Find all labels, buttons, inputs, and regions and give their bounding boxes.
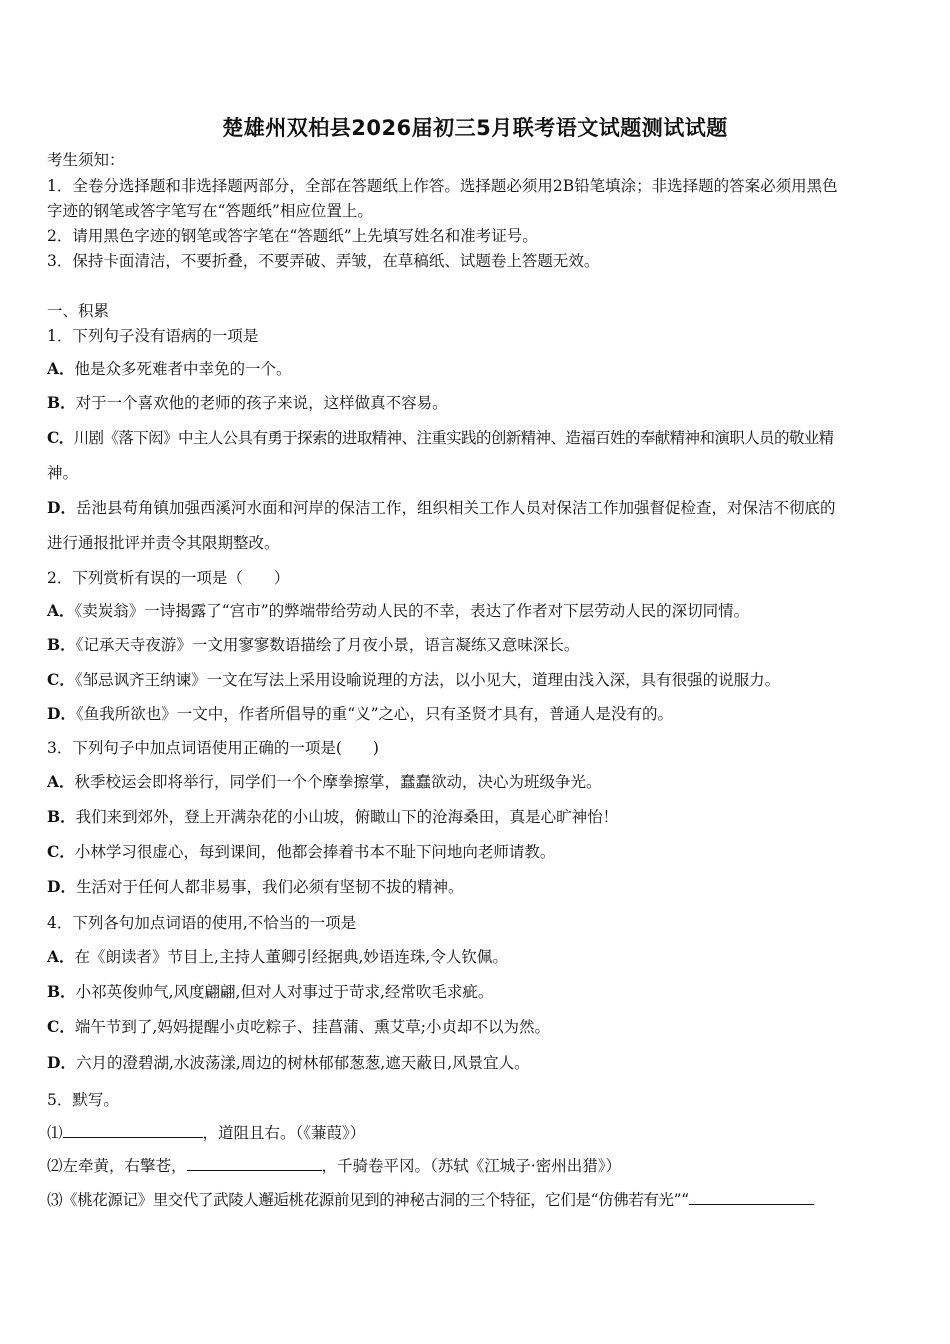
option-label: A．: [47, 601, 75, 620]
notice-heading: 考生须知：: [47, 151, 125, 169]
option-text: 在《朗读者》节目上,主持人董卿引经据典,妙语连珠,令人钦佩。: [74, 948, 508, 966]
question-stem: 1．下列句子没有语病的一项是: [47, 327, 259, 345]
option-label: B．: [47, 807, 76, 826]
fill-blank-item: [47, 1156, 621, 1176]
option: [47, 704, 673, 724]
option: [47, 1053, 530, 1073]
option-label: B．: [47, 635, 76, 654]
page-title: 楚雄州双柏县2026届初三5月联考语文试题测试试题: [222, 116, 728, 140]
option-label: C．: [47, 1017, 75, 1036]
option: [47, 1017, 550, 1037]
option-text: 岳池县苟角镇加强西溪河水面和河岸的保洁工作，组织相关工作人员对保洁工作加强督促检查，对保洁不彻底的: [75, 499, 836, 517]
option-text: 《鱼我所欲也》一文中，作者所倡导的重“义”之心，只有圣贤才具有，普通人是没有的。: [75, 705, 674, 723]
option: [47, 842, 555, 862]
option-continuation: 进行通报批评并责令其限期整改。: [47, 534, 280, 552]
question-stem: 2．下列赏析有误的一项是（ ）: [47, 569, 290, 587]
option-label: B．: [47, 393, 76, 412]
option-text: 川剧《落下闳》中主人公具有勇于探索的进取精神、注重实践的创新精神、造福百姓的奉献精神和演职人员的敬业精: [73, 429, 834, 447]
option-label: C．: [47, 842, 75, 861]
option: [47, 772, 602, 792]
option-label: D．: [47, 1053, 76, 1072]
option-label: A．: [47, 772, 75, 791]
option-label: D．: [47, 877, 76, 896]
option: [47, 982, 493, 1002]
option-text: 秋季校运会即将举行，同学们一个个摩拳擦掌，蠢蠢欲动，决心为班级争光。: [74, 773, 602, 791]
option-text: 《邹忌讽齐王纳谏》一文在写法上采用设喻说理的方法，以小见大，道理由浅入深，具有很强的说服力。: [74, 671, 781, 689]
option-text: 我们来到郊外，登上开满杂花的小山坡，俯瞰山下的沧海桑田，真是心旷神怡！: [75, 808, 619, 826]
option-text: 他是众多死难者中幸免的一个。: [74, 360, 292, 378]
option: [47, 393, 448, 413]
item-prefix: ⑵左牵黄，右擎苍，: [47, 1157, 187, 1175]
option-label: D．: [47, 704, 76, 723]
item-prefix: ⑴: [47, 1124, 63, 1142]
option-text: 小林学习很虚心，每到课间，他都会捧着书本不耻下问地向老师请教。: [74, 843, 556, 861]
option: [47, 635, 579, 655]
option-text: 对于一个喜欢他的老师的孩子来说，这样做真不容易。: [75, 394, 448, 412]
option: [47, 670, 780, 690]
answer-blank[interactable]: [187, 1156, 322, 1171]
notice-item: 3．保持卡面清洁，不要折叠，不要弄破、弄皱，在草稿纸、试题卷上答题无效。: [47, 252, 600, 270]
option-text: 《记承天寺夜游》一文用寥寥数语描绘了月夜小景，语言凝练又意味深长。: [75, 636, 580, 654]
answer-blank[interactable]: [63, 1123, 203, 1138]
option: [47, 601, 749, 621]
question-stem: 5．默写。: [47, 1091, 119, 1109]
option: [47, 428, 834, 448]
option: [47, 877, 463, 897]
option-label: C．: [47, 428, 74, 447]
option-text: 小祁英俊帅气,风度翩翩,但对人对事过于苛求,经常吹毛求疵。: [75, 983, 494, 1001]
option-text: 生活对于任何人都非易事，我们必须有坚韧不拔的精神。: [75, 878, 464, 896]
notice-item: 1．全卷分选择题和非选择题两部分，全部在答题纸上作答。选择题必须用2B铅笔填涂；非选择题的答案必须用黑色: [47, 177, 838, 195]
option-text: 端午节到了,妈妈提醒小贞吃粽子、挂菖蒲、熏艾草;小贞却不以为然。: [74, 1018, 550, 1036]
option: [47, 807, 618, 827]
option-text: 《卖炭翁》一诗揭露了“宫市”的弊端带给劳动人民的不幸，表达了作者对下层劳动人民的深切同情。: [74, 602, 750, 620]
option-continuation: 神。: [47, 464, 79, 482]
item-suffix: ，千骑卷平冈。（苏轼《江城子·密州出猎》）: [321, 1157, 621, 1175]
option: [47, 359, 292, 379]
item-prefix: ⑶《桃花源记》里交代了武陵人邂逅桃花源前见到的神秘古洞的三个特征，它们是“仿佛若有光”“: [47, 1191, 689, 1209]
section-heading: 一、积累: [47, 302, 110, 320]
fill-blank-item: [47, 1190, 814, 1210]
option-label: D．: [47, 498, 76, 517]
notice-item: 2．请用黑色字迹的钢笔或答字笔在“答题纸”上先填写姓名和准考证号。: [47, 227, 538, 245]
notice-item: 字迹的钢笔或答字笔写在“答题纸”相应位置上。: [47, 202, 373, 220]
option-text: 六月的澄碧湖,水波荡漾,周边的树林郁郁葱葱,遮天蔽日,风景宜人。: [75, 1054, 530, 1072]
option: [47, 947, 508, 967]
option-label: C．: [47, 670, 75, 689]
option-label: A．: [47, 359, 75, 378]
option-label: B．: [47, 982, 76, 1001]
question-stem: 4．下列各句加点词语的使用,不恰当的一项是: [47, 914, 357, 932]
fill-blank-item: [47, 1123, 365, 1143]
option-label: A．: [47, 947, 75, 966]
item-suffix: ，道阻且右。（《蒹葭》）: [202, 1124, 366, 1142]
question-stem: 3．下列句子中加点词语使用正确的一项是( ): [47, 739, 379, 757]
option: [47, 498, 835, 518]
answer-blank[interactable]: [689, 1190, 814, 1205]
